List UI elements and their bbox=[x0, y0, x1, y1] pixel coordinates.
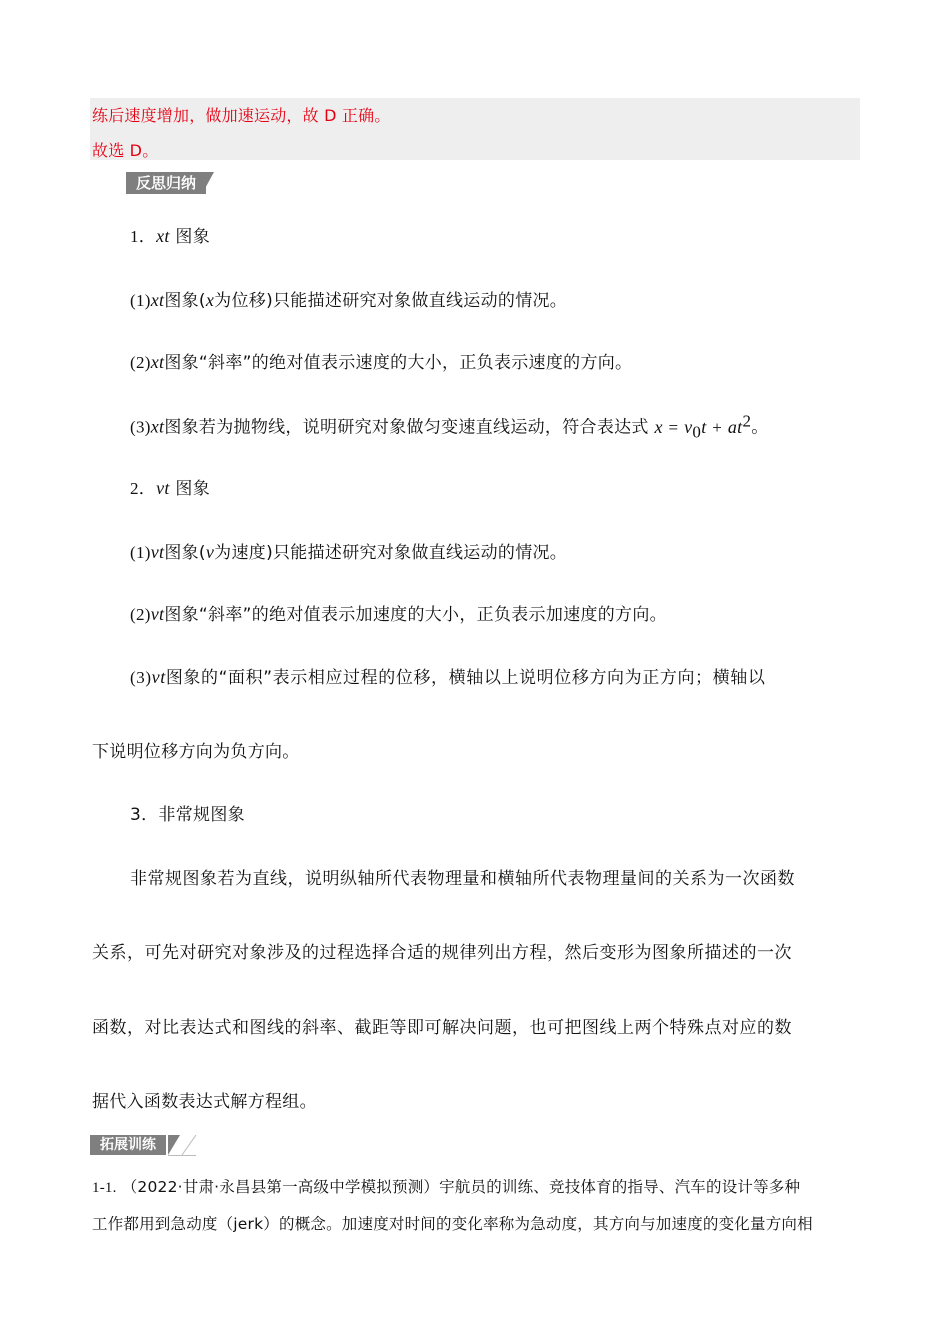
section-2-number: 2． bbox=[130, 479, 157, 498]
para-1-1 bbox=[130, 286, 567, 311]
para-1-1-text-b: 为位移)只能描述研究对象做直线运动的情况。 bbox=[214, 291, 568, 311]
section-2-var: vt bbox=[156, 478, 170, 498]
para-3-line-3: 函数，对比表达式和图线的斜率、截距等即可解决问题，也可把图线上两个特殊点对应的数 bbox=[92, 1018, 792, 1038]
para-2-3-continuation: 下说明位移方向为负方向。 bbox=[92, 742, 300, 762]
formula-sup2: 2 bbox=[742, 411, 752, 430]
para-1-3-num: (3) bbox=[130, 417, 151, 437]
para-2-1-v: v bbox=[205, 542, 215, 562]
answer-line-2: 故选 D。 bbox=[92, 141, 159, 160]
para-2-3-num: (3) bbox=[130, 668, 152, 687]
para-3-line-2: 关系，可先对研究对象涉及的过程选择合适的规律列出方程，然后变形为图象所描述的一次 bbox=[92, 943, 792, 963]
para-1-2-num: (2) bbox=[130, 353, 151, 372]
reflection-tag: 反思归纳 bbox=[126, 172, 206, 194]
para-1-1-x: x bbox=[205, 290, 215, 310]
para-2-1-num: (1) bbox=[130, 543, 151, 562]
exercise-line-1 bbox=[92, 1175, 800, 1197]
exercise-text-1: （2022·甘肃·永昌县第一高级中学模拟预测）宇航员的训练、竞技体育的指导、汽车的设计等多种 bbox=[121, 1178, 801, 1196]
formula-x: x bbox=[654, 416, 663, 437]
section-1-heading bbox=[130, 222, 210, 247]
para-2-2-text: 图象“斜率”的绝对值表示加速度的大小，正负表示加速度的方向。 bbox=[164, 605, 667, 625]
formula-at: at bbox=[727, 416, 743, 437]
para-2-3-var: vt bbox=[151, 667, 166, 687]
formula-v: v bbox=[684, 416, 693, 437]
formula-eq: = bbox=[668, 417, 679, 437]
para-2-1 bbox=[130, 538, 567, 563]
para-1-3-end: 。 bbox=[751, 417, 769, 438]
section-1-var: xt bbox=[156, 226, 170, 246]
para-1-1-num: (1) bbox=[130, 291, 151, 310]
extension-tag: 拓展训练 bbox=[90, 1135, 166, 1155]
para-2-3-text: 图象的“面积”表示相应过程的位移，横轴以上说明位移方向为正方向；横轴以 bbox=[165, 668, 766, 688]
section-1-number: 1． bbox=[130, 227, 157, 246]
formula-sub0: 0 bbox=[692, 422, 702, 442]
section-1-title: 图象 bbox=[175, 227, 211, 247]
para-2-1-text-a: 图象( bbox=[164, 543, 206, 563]
para-1-3 bbox=[130, 411, 769, 442]
para-2-2-var: vt bbox=[150, 604, 165, 624]
formula bbox=[654, 411, 752, 442]
para-2-1-text-b: 为速度)只能描述研究对象做直线运动的情况。 bbox=[214, 543, 568, 563]
exercise-number: 1-1. bbox=[92, 1180, 117, 1196]
para-2-1-var: vt bbox=[150, 542, 165, 562]
para-1-2-var: xt bbox=[150, 352, 165, 372]
formula-plus: + bbox=[712, 417, 723, 437]
para-2-2 bbox=[130, 600, 667, 625]
section-3-heading: 3．非常规图象 bbox=[130, 805, 245, 825]
para-3-line-4: 据代入函数表达式解方程组。 bbox=[92, 1092, 317, 1112]
para-1-3-text: 图象若为抛物线，说明研究对象做匀变速直线运动，符合表达式 bbox=[164, 417, 649, 438]
reflection-tag-slant bbox=[200, 172, 214, 194]
para-1-2-text: 图象“斜率”的绝对值表示速度的大小，正负表示速度的方向。 bbox=[164, 353, 633, 373]
para-3-line-1: 非常规图象若为直线，说明纵轴所代表物理量和横轴所代表物理量间的关系为一次函数 bbox=[130, 869, 795, 889]
formula-t: t bbox=[701, 416, 707, 437]
para-1-2 bbox=[130, 348, 632, 373]
para-1-3-var: xt bbox=[150, 416, 165, 437]
para-1-1-text-a: 图象( bbox=[164, 291, 206, 311]
para-1-1-var: xt bbox=[150, 290, 165, 310]
section-2-title: 图象 bbox=[175, 479, 211, 499]
para-2-2-num: (2) bbox=[130, 605, 151, 624]
exercise-line-2: 工作都用到急动度（jerk）的概念。加速度对时间的变化率称为急动度，其方向与加速度的变化量方向相 bbox=[92, 1215, 813, 1233]
section-2-heading bbox=[130, 474, 210, 499]
extension-tag-slant bbox=[168, 1135, 198, 1157]
para-2-3 bbox=[130, 663, 765, 688]
answer-line-1: 练后速度增加，做加速运动，故 D 正确。 bbox=[92, 106, 391, 125]
